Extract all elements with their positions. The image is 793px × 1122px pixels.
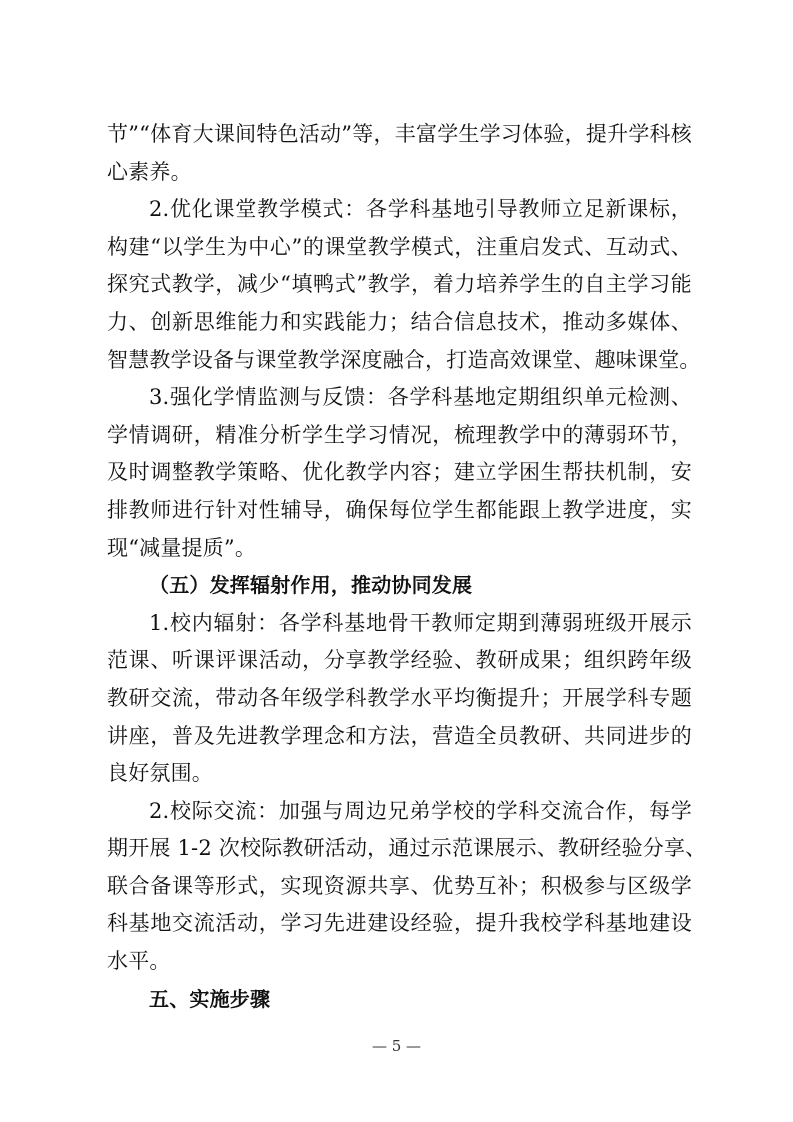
- section-heading: （五）发挥辐射作用，推动协同发展: [149, 573, 473, 598]
- text-line: 讲座，普及先进教学理念和方法，营造全员教研、共同进步的: [107, 723, 692, 748]
- document-body: [107, 116, 707, 1018]
- text-line: 排教师进行针对性辅导，确保每位学生都能跟上教学进度，实: [107, 497, 692, 522]
- text-line: 智慧教学设备与课堂教学深度融合，打造高效课堂、趣味课堂。: [107, 347, 701, 372]
- text-line: 2.优化课堂教学模式：各学科基地引导教师立足新课标，: [149, 197, 692, 222]
- text-line: 节”“体育大课间特色活动”等，丰富学生学习体验，提升学科核: [107, 122, 692, 146]
- text-line: 心素养。: [107, 159, 192, 184]
- text-line: 探究式教学，减少“填鸭式”教学，着力培养学生的自主学习能: [107, 272, 692, 297]
- text-line: 现“减量提质”。: [107, 535, 257, 560]
- text-line: 水平。: [107, 949, 171, 974]
- text-line: 良好氛围。: [107, 761, 213, 786]
- text-line: 科基地交流活动，学习先进建设经验，提升我校学科基地建设: [107, 911, 692, 936]
- text-line: 联合备课等形式，实现资源共享、优势互补；积极参与区级学: [107, 873, 692, 898]
- text-line: 及时调整教学策略、优化教学内容；建立学困生帮扶机制，安: [107, 460, 692, 485]
- text-line: 2.校际交流：加强与周边兄弟学校的学科交流合作，每学: [149, 798, 692, 823]
- text-line: 力、创新思维能力和实践能力；结合信息技术，推动多媒体、: [107, 309, 692, 334]
- text-line: 教研交流，带动各年级学科教学水平均衡提升；开展学科专题: [107, 685, 692, 710]
- text-line: 学情调研，精准分析学生学习情况，梳理教学中的薄弱环节，: [107, 422, 692, 447]
- text-line: 范课、听课评课活动，分享教学经验、教研成果；组织跨年级: [107, 648, 692, 673]
- text-line: 1.校内辐射：各学科基地骨干教师定期到薄弱班级开展示: [149, 610, 692, 635]
- text-line: 构建“以学生为中心”的课堂教学模式，注重启发式、互动式、: [107, 234, 692, 259]
- text-line: 期开展 1-2 次校际教研活动，通过示范课展示、教研经验分享、: [107, 836, 707, 861]
- page-number: — 5 —: [371, 1037, 422, 1055]
- section-heading: 五、实施步骤: [149, 986, 271, 1011]
- text-line: 3.强化学情监测与反馈：各学科基地定期组织单元检测、: [149, 385, 692, 410]
